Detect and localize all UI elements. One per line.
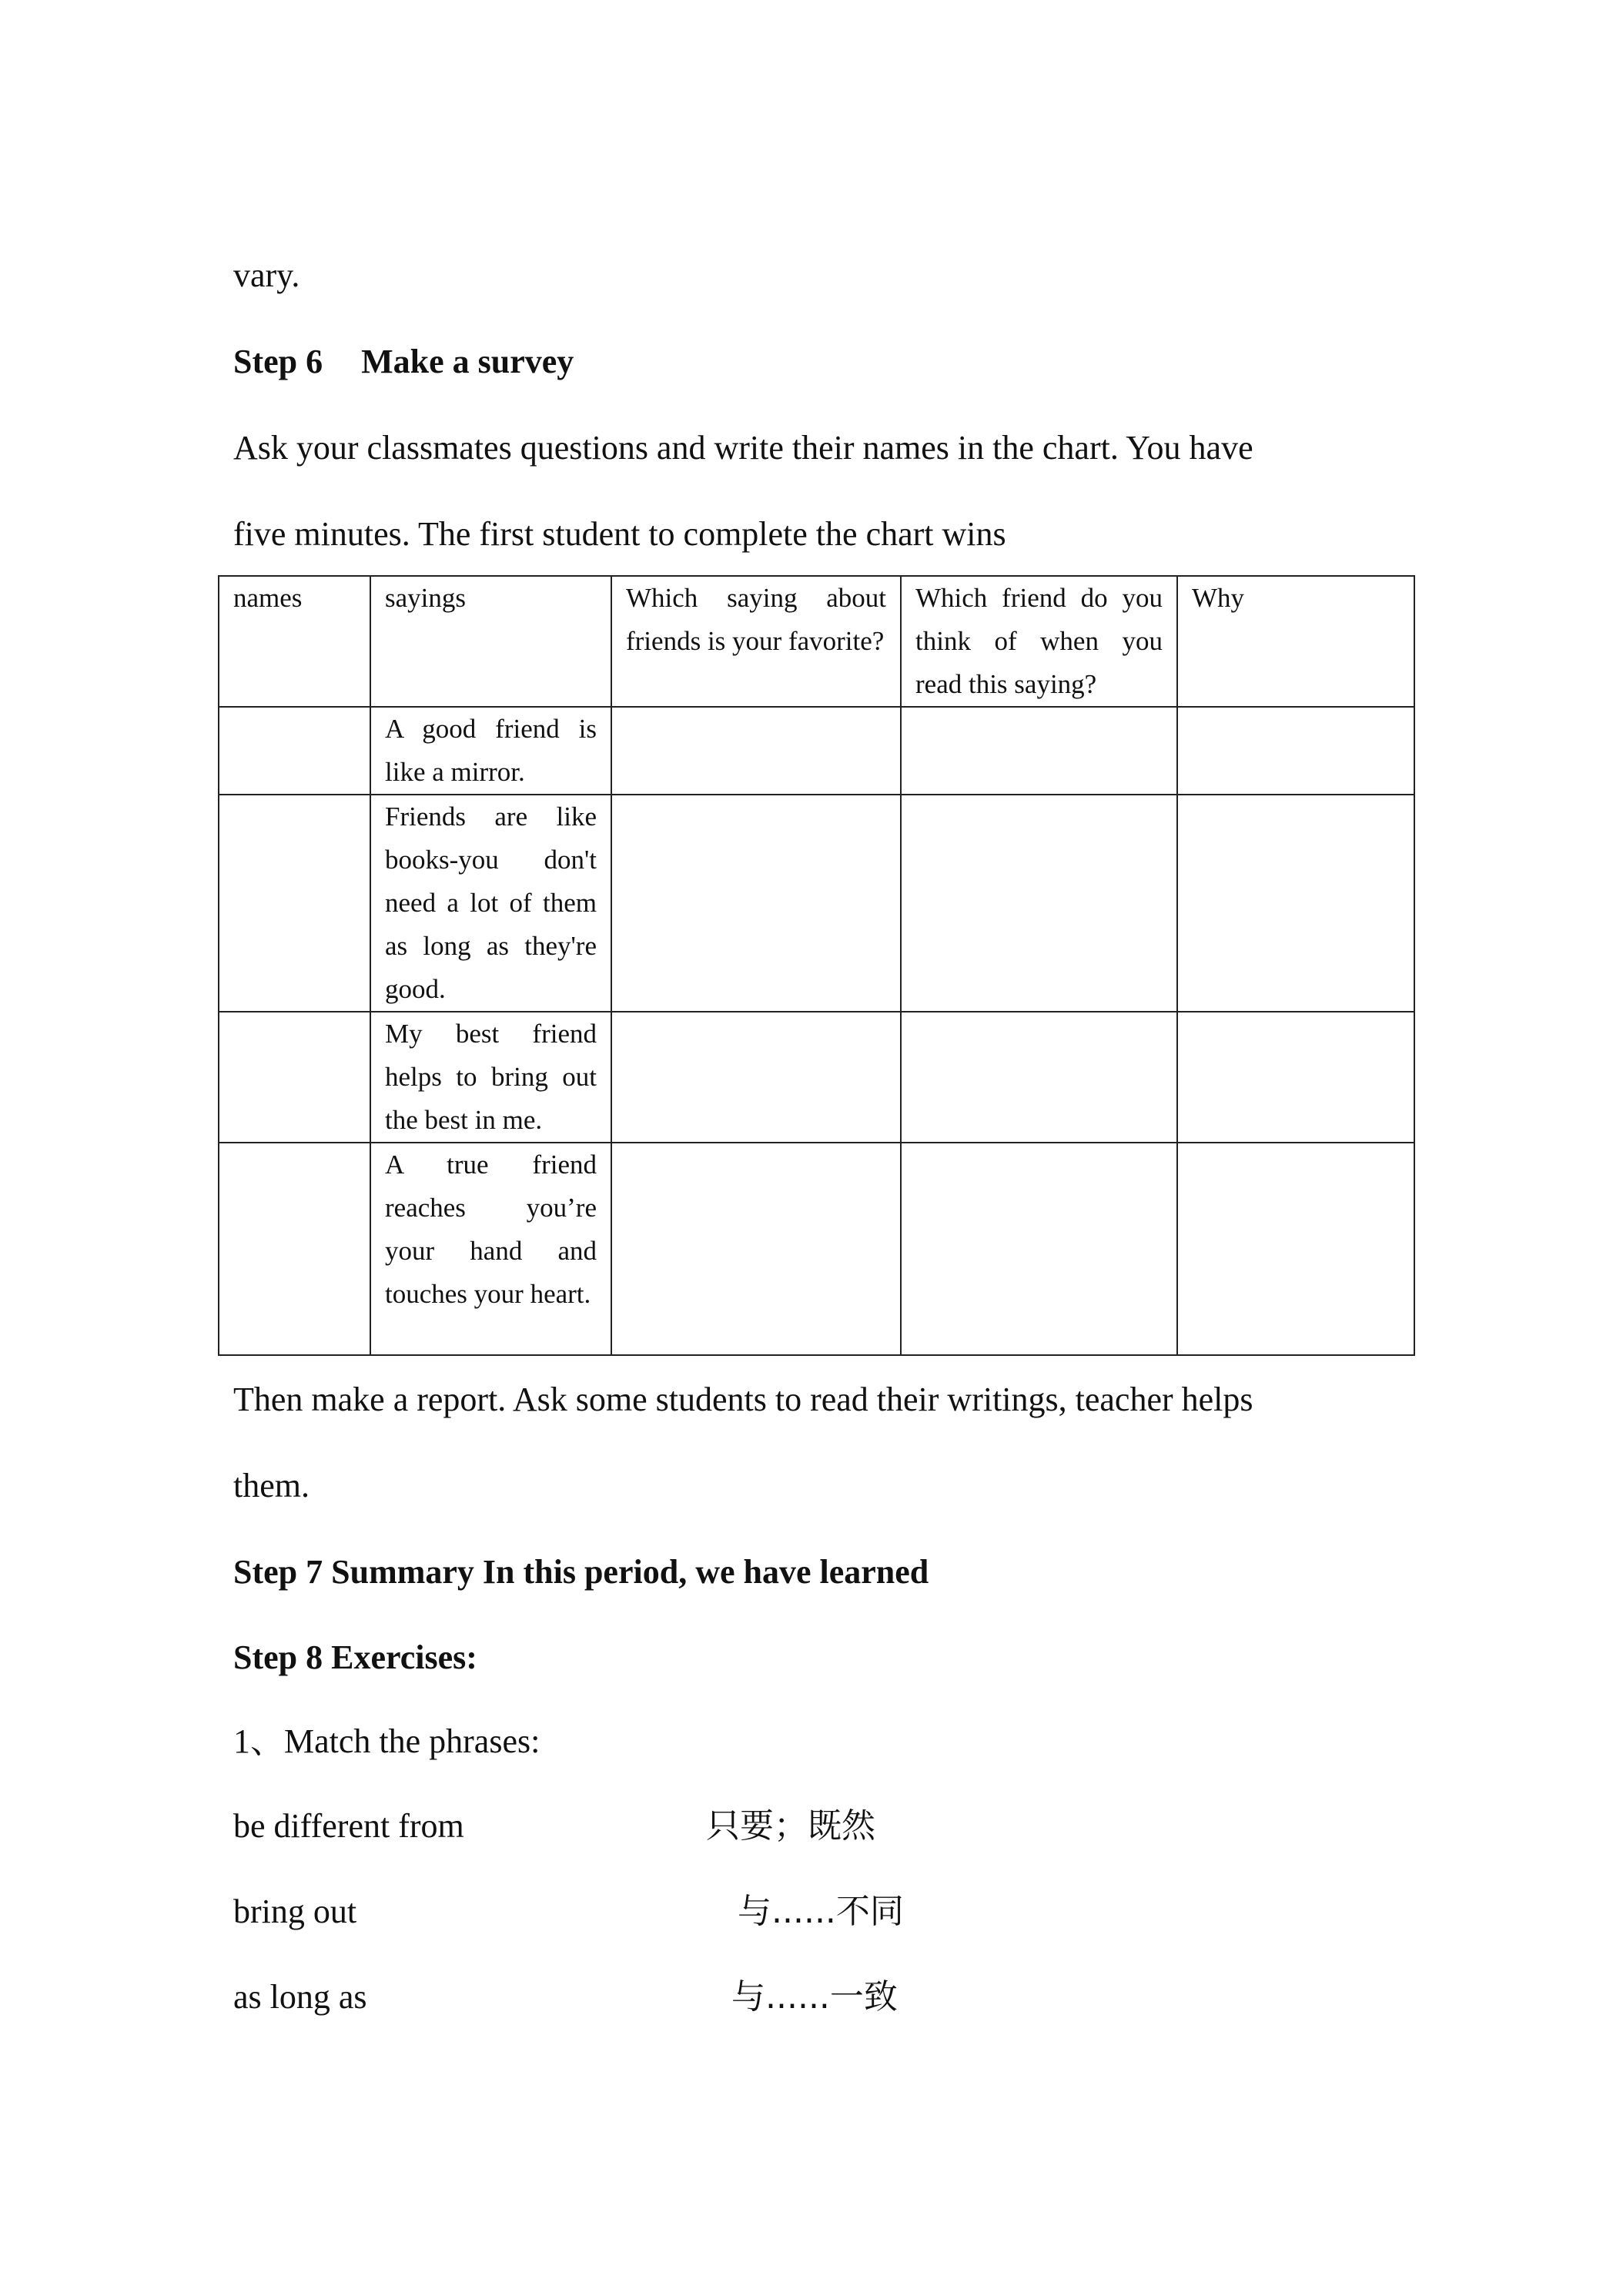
instructions-line-2: five minutes. The first student to complete the chart wins bbox=[233, 515, 1006, 553]
phrase-en-3: as long as bbox=[233, 1978, 367, 2016]
why-cell[interactable] bbox=[1177, 707, 1414, 795]
match-title: 1、Match the phrases: bbox=[233, 1722, 540, 1760]
report-line-1: Then make a report. Ask some students to read their writings, teacher helps bbox=[233, 1381, 1253, 1418]
step7-heading: Step 7 Summary In this period, we have learned bbox=[233, 1553, 929, 1591]
name-cell[interactable] bbox=[219, 1143, 370, 1355]
name-cell[interactable] bbox=[219, 1012, 370, 1143]
phrase-en-2: bring out bbox=[233, 1893, 357, 1930]
why-cell[interactable] bbox=[1177, 1012, 1414, 1143]
favorite-cell[interactable] bbox=[611, 795, 901, 1012]
saying-cell: My best friend helps to bring out the best in me. bbox=[370, 1012, 611, 1143]
table-row bbox=[219, 1143, 1414, 1355]
saying-cell: A true friend reaches you’re your hand and touches your heart. bbox=[370, 1143, 611, 1355]
header-which-friend: Which friend do you think of when you read this saying? bbox=[901, 576, 1177, 707]
header-why: Why bbox=[1177, 576, 1414, 707]
friend-cell[interactable] bbox=[901, 795, 1177, 1012]
step6-title: Make a survey bbox=[361, 343, 574, 380]
survey-table bbox=[218, 575, 1415, 1356]
name-cell[interactable] bbox=[219, 795, 370, 1012]
table-header-row bbox=[219, 576, 1414, 707]
saying-cell: Friends are like books-you don't need a lot of them as long as they're good. bbox=[370, 795, 611, 1012]
report-line-2: them. bbox=[233, 1467, 310, 1504]
saying-cell: A good friend is like a mirror. bbox=[370, 707, 611, 795]
phrase-zh-1: 只要；既然 bbox=[706, 1806, 875, 1846]
why-cell[interactable] bbox=[1177, 795, 1414, 1012]
phrase-en-1: be different from bbox=[233, 1807, 464, 1845]
header-sayings: sayings bbox=[370, 576, 611, 707]
friend-cell[interactable] bbox=[901, 1012, 1177, 1143]
favorite-cell[interactable] bbox=[611, 1012, 901, 1143]
instructions-line-1: Ask your classmates questions and write their names in the chart. You have bbox=[233, 429, 1253, 467]
friend-cell[interactable] bbox=[901, 707, 1177, 795]
phrase-zh-2: 与......不同 bbox=[738, 1892, 904, 1931]
why-cell[interactable] bbox=[1177, 1143, 1414, 1355]
header-which-saying: Which saying about friends is your favorite? bbox=[611, 576, 901, 707]
table-row bbox=[219, 707, 1414, 795]
name-cell[interactable] bbox=[219, 707, 370, 795]
header-names: names bbox=[219, 576, 370, 707]
phrase-zh-3: 与......一致 bbox=[731, 1977, 898, 2017]
step6-label: Step 6 bbox=[233, 343, 323, 380]
step8-heading: Step 8 Exercises: bbox=[233, 1638, 477, 1676]
favorite-cell[interactable] bbox=[611, 1143, 901, 1355]
table-row bbox=[219, 1012, 1414, 1143]
vary-text: vary. bbox=[233, 256, 300, 294]
favorite-cell[interactable] bbox=[611, 707, 901, 795]
step6-heading bbox=[233, 340, 574, 383]
table-row bbox=[219, 795, 1414, 1012]
friend-cell[interactable] bbox=[901, 1143, 1177, 1355]
